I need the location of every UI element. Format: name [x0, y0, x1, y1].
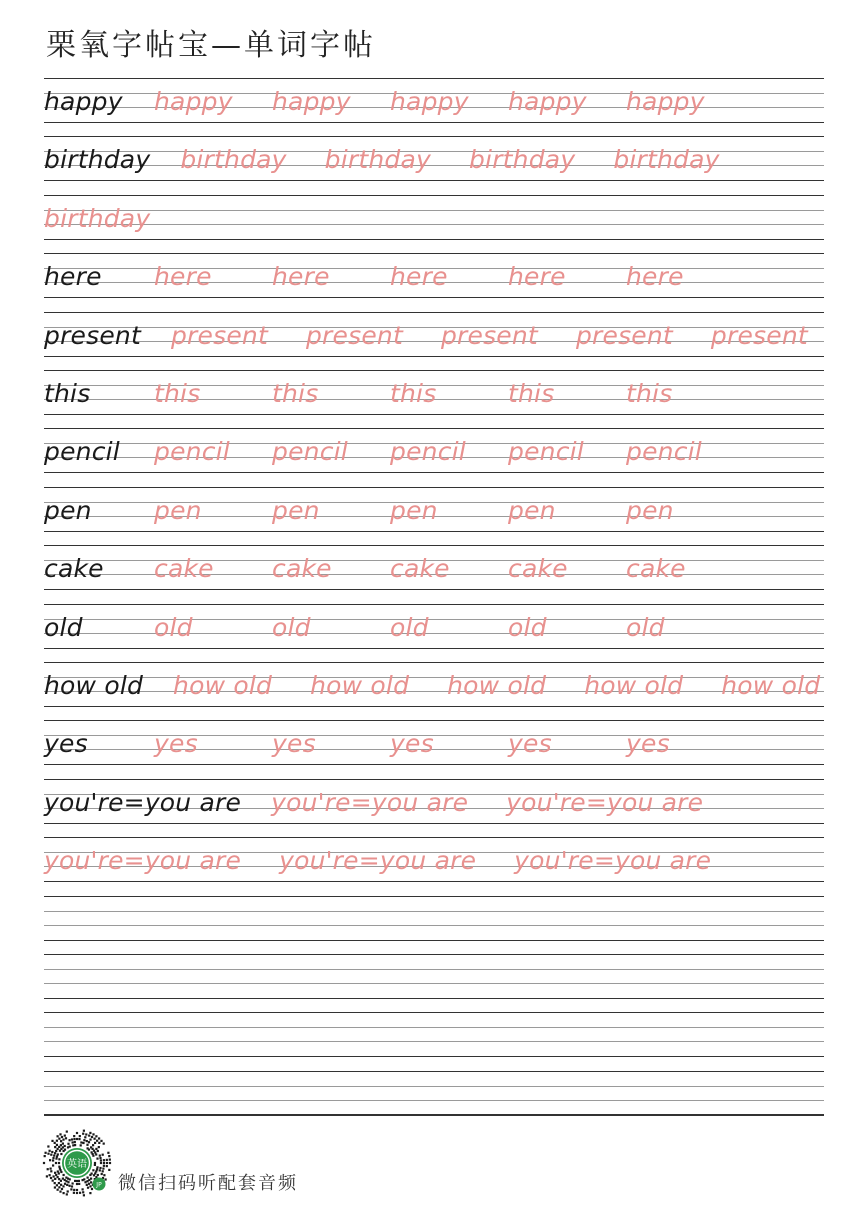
trace-word: this [272, 379, 319, 408]
qr-badge-label: 英语 [67, 1159, 87, 1170]
trace-word: birthday [613, 145, 720, 175]
trace-word: here [508, 262, 566, 292]
trace-word: how old [173, 671, 273, 700]
trace-word: present [305, 320, 403, 350]
guide-line [44, 414, 824, 415]
footer-caption: 微信扫码听配套音频 [118, 1173, 298, 1194]
guide-line [44, 589, 824, 590]
trace-word: here [154, 262, 212, 292]
trace-word: yes [272, 729, 316, 759]
guide-line [44, 648, 824, 649]
trace-word: cake [508, 554, 568, 584]
trace-word: pen [390, 495, 438, 525]
practice-row [44, 487, 824, 531]
trace-word: here [626, 262, 684, 292]
practice-row [44, 837, 824, 881]
trace-word: yes [508, 729, 552, 759]
trace-word: pencil [154, 437, 230, 467]
trace-word: you're=you are [506, 787, 704, 817]
trace-word: old [390, 612, 429, 642]
practice-row [44, 545, 824, 589]
guide-line [44, 356, 824, 357]
trace-word: yes [390, 729, 434, 759]
model-word: pencil [44, 437, 120, 467]
trace-word: happy [626, 87, 705, 116]
trace-word: this [626, 379, 673, 408]
trace-word: this [390, 379, 437, 408]
practice-row [44, 779, 824, 823]
practice-row [44, 662, 824, 706]
trace-word: happy [390, 87, 469, 116]
trace-word: birthday [44, 203, 151, 233]
trace-word: pen [508, 495, 556, 525]
trace-word: present [440, 320, 538, 350]
model-word: this [44, 379, 91, 408]
trace-word: old [272, 612, 311, 642]
trace-word: present [710, 320, 808, 350]
trace-word: pencil [508, 437, 584, 467]
trace-word: how old [310, 671, 410, 700]
trace-word: cake [154, 554, 214, 584]
practice-row [44, 604, 824, 648]
model-word: birthday [44, 145, 151, 175]
trace-word: old [626, 612, 665, 642]
practice-row [44, 370, 824, 414]
guide-line [44, 297, 824, 298]
practice-row [44, 1071, 824, 1115]
trace-word: how old [447, 671, 547, 700]
practice-row [44, 253, 824, 297]
trace-word: pen [154, 495, 202, 525]
trace-word: happy [508, 87, 587, 116]
trace-word: present [170, 320, 268, 350]
trace-word: present [575, 320, 673, 350]
trace-word: how old [721, 671, 821, 700]
trace-word: yes [154, 729, 198, 759]
practice-row [44, 195, 824, 239]
model-word: you're=you are [44, 787, 242, 817]
practice-row [44, 1012, 824, 1056]
trace-word: pencil [390, 437, 466, 467]
qr-corner-label: JP [96, 1181, 102, 1189]
practice-row [44, 78, 824, 122]
practice-row [44, 428, 824, 472]
trace-word: old [154, 612, 193, 642]
practice-row [44, 896, 824, 940]
guide-line [44, 998, 824, 999]
trace-word: pencil [626, 437, 702, 467]
trace-word: here [390, 262, 448, 292]
model-word: happy [44, 87, 123, 116]
qr-code-icon [42, 1128, 112, 1198]
trace-word: old [508, 612, 547, 642]
guide-line [44, 180, 824, 181]
trace-word: happy [154, 87, 233, 116]
trace-word: you're=you are [279, 846, 477, 876]
guide-line [44, 706, 824, 707]
trace-word: cake [390, 554, 450, 584]
practice-row [44, 312, 824, 356]
guide-line [44, 764, 824, 765]
trace-word: birthday [180, 145, 287, 175]
guide-line [44, 472, 824, 473]
trace-word: birthday [324, 145, 431, 175]
model-word: how old [44, 671, 144, 700]
trace-word: how old [584, 671, 684, 700]
guide-line [44, 940, 824, 941]
trace-word: pen [626, 495, 674, 525]
model-word: present [44, 320, 141, 350]
guide-line [44, 531, 824, 532]
page-title: 栗氧字帖宝—单词字帖 [46, 28, 376, 63]
model-word: here [44, 262, 102, 292]
trace-word: pen [272, 495, 320, 525]
practice-row [44, 954, 824, 998]
trace-word: yes [626, 729, 670, 759]
practice-row [44, 720, 824, 764]
trace-word: here [272, 262, 330, 292]
model-word: old [44, 612, 83, 642]
guide-line [44, 239, 824, 240]
model-word: cake [44, 554, 104, 584]
model-word: pen [44, 495, 92, 525]
guide-line [44, 1056, 824, 1057]
guide-line [44, 881, 824, 882]
trace-word: pencil [272, 437, 348, 467]
trace-word: you're=you are [271, 787, 469, 817]
trace-word: you're=you are [44, 846, 242, 876]
practice-row [44, 136, 824, 180]
trace-word: you're=you are [514, 846, 712, 876]
guide-line [44, 122, 824, 123]
trace-word: cake [272, 554, 332, 584]
trace-word: this [154, 379, 201, 408]
trace-word: happy [272, 87, 351, 116]
guide-line [44, 1114, 824, 1115]
trace-word: this [508, 379, 555, 408]
trace-word: birthday [468, 145, 576, 175]
guide-line [44, 823, 824, 824]
model-word: yes [44, 729, 88, 759]
trace-word: cake [626, 554, 686, 584]
